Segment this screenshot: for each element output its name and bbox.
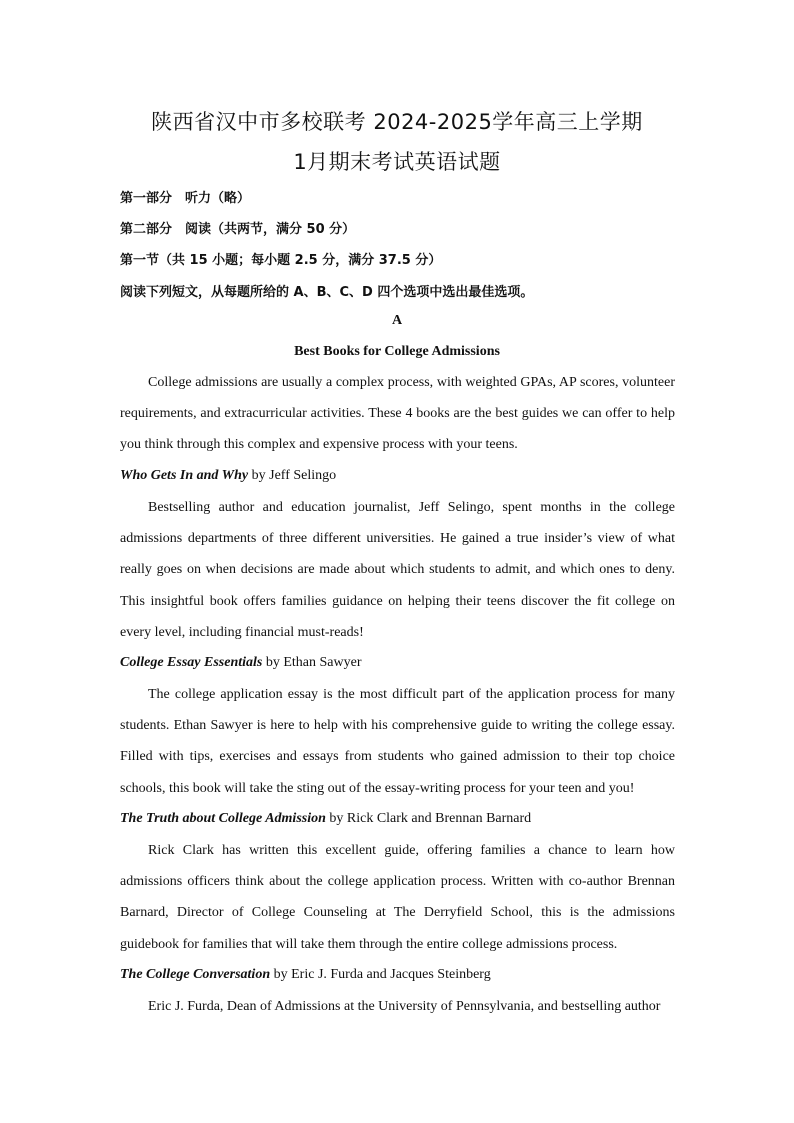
book-description: Bestselling author and education journalist, Jeff Selingo, spent months in the college admissions departments of three different universities. He gained a true insider’s view of what really goes on when decisions are made about which students to admit, and which ones to deny. This insightful book offers families guidance on helping their teens discover the fit college on every level, including financial must-reads! (120, 500, 675, 640)
book-author: by Ethan Sawyer (262, 655, 362, 670)
book-description: The college application essay is the most difficult part of the application process for many students. Ethan Sawyer is here to help with his comprehensive guide to writing the college essay. Filled with tips, exercises and essays from students who gained admission to their top choice schools, this book will take the sting out of the essay-writing process for your teen and you! (120, 687, 675, 796)
book-author: by Eric J. Furda and Jacques Steinberg (270, 967, 491, 982)
book-heading (120, 811, 531, 827)
passage-title: Best Books for College Admissions (294, 344, 500, 359)
title-line-2: 1月期末考试英语试题 (293, 150, 501, 174)
section-2-heading: 第二部分 阅读（共两节，满分 50 分） (120, 222, 356, 237)
book-title: The College Conversation (120, 967, 271, 982)
book-description: Rick Clark has written this excellent guide, offering families a chance to learn how admissions officers think about the college application process. Written with co-author Brennan Barnard, Director of College Counseling at The Derryfield School, this is the admissions guidebook for families that will take them through the entire college admissions process. (120, 843, 675, 952)
instruction-text: 阅读下列短文，从每题所给的 A、B、C、D 四个选项中选出最佳选项。 (120, 285, 534, 300)
book-title: The Truth about College Admission (120, 811, 326, 826)
book-author: by Jeff Selingo (248, 468, 337, 483)
book-heading (120, 468, 336, 484)
book-title: College Essay Essentials (120, 655, 263, 670)
book-title: Who Gets In and Why (120, 468, 249, 483)
passage-label: A (391, 313, 403, 328)
book-heading (120, 655, 362, 671)
title-line-1: 陕西省汉中市多校联考 2024-2025学年高三上学期 (151, 110, 643, 134)
book-author: by Rick Clark and Brennan Barnard (325, 811, 532, 826)
book-description: Eric J. Furda, Dean of Admissions at the University of Pennsylvania, and bestselling author (148, 999, 661, 1014)
book-heading (120, 967, 491, 983)
section-2-part-1-heading: 第一节（共 15 小题；每小题 2.5 分，满分 37.5 分） (120, 253, 442, 268)
section-1-heading: 第一部分 听力（略） (120, 191, 251, 206)
intro-paragraph: College admissions are usually a complex process, with weighted GPAs, AP scores, volunteer requirements, and extracurricular activities. These 4 books are the best guides we can offer to help you think through this complex and expensive process with your teens. (120, 375, 675, 453)
